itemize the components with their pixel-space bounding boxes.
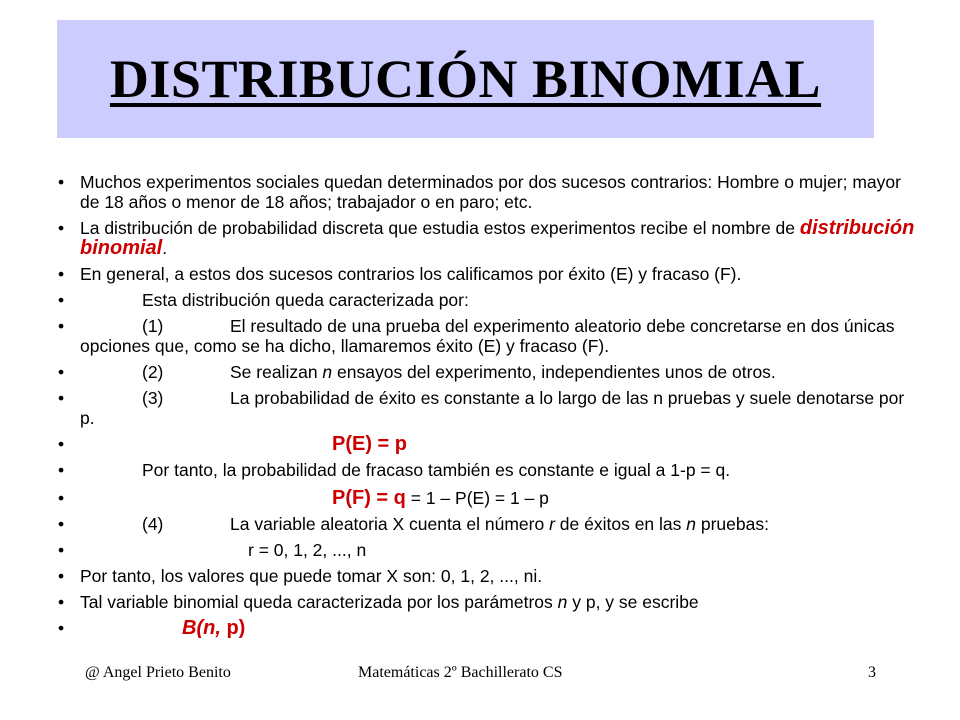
list-item: • (1) El resultado de una prueba del experimento aleatorio debe concretarse en dos únicas opciones que, como se ha dicho, llamaremos éxito (E) y fracaso (F). <box>58 316 895 356</box>
bullet-list <box>0 172 960 638</box>
list-item: • En general, a estos dos sucesos contrarios los calificamos por éxito (E) y fracaso (F). <box>58 264 742 284</box>
list-item: • P(F) = q = 1 – P(E) = 1 – p <box>58 487 549 509</box>
list-item: • Muchos experimentos sociales quedan determinados por dos sucesos contrarios: Hombre o mujer; mayor de 18 años o menor de 18 años; trabajador o en paro; etc. <box>58 172 901 212</box>
list-item: • Esta distribución queda caracterizada por: <box>58 290 469 310</box>
footer-page-number: 3 <box>868 664 876 681</box>
list-item: • La distribución de probabilidad discreta que estudia estos experimentos recibe el nombre de distribución binomial. <box>58 217 915 259</box>
footer-author: @ Angel Prieto Benito <box>85 664 231 681</box>
list-item: • r = 0, 1, 2, ..., n <box>58 540 367 560</box>
list-item: • (4) La variable aleatoria X cuenta el número r de éxitos en las n pruebas: <box>58 514 769 534</box>
list-item: • Por tanto, los valores que puede tomar X son: 0, 1, 2, ..., ni. <box>58 566 543 586</box>
formula-binomial: B(n, <box>182 617 221 639</box>
list-item: • P(E) = p <box>58 433 408 455</box>
emphasis-distribucion-binomial: distribución binomial <box>80 217 915 259</box>
list-item: • (3) La probabilidad de éxito es constante a lo largo de las n pruebas y suele denotarse por p. <box>58 388 905 428</box>
footer-course: Matemáticas 2º Bachillerato CS <box>358 664 563 681</box>
formula-pe: P(E) = p <box>332 433 408 455</box>
list-item: • (2) Se realizan n ensayos del experimento, independientes unos de otros. <box>58 362 776 382</box>
list-item: • B(n, p) <box>58 617 246 639</box>
list-item: • Tal variable binomial queda caracterizada por los parámetros n y p, y se escribe <box>58 592 699 612</box>
formula-pf: P(F) = q <box>332 487 406 509</box>
title-box <box>57 20 874 138</box>
list-item: • Por tanto, la probabilidad de fracaso también es constante e igual a 1-p = q. <box>58 460 731 480</box>
page-title: DISTRIBUCIÓN BINOMIAL <box>109 49 822 109</box>
